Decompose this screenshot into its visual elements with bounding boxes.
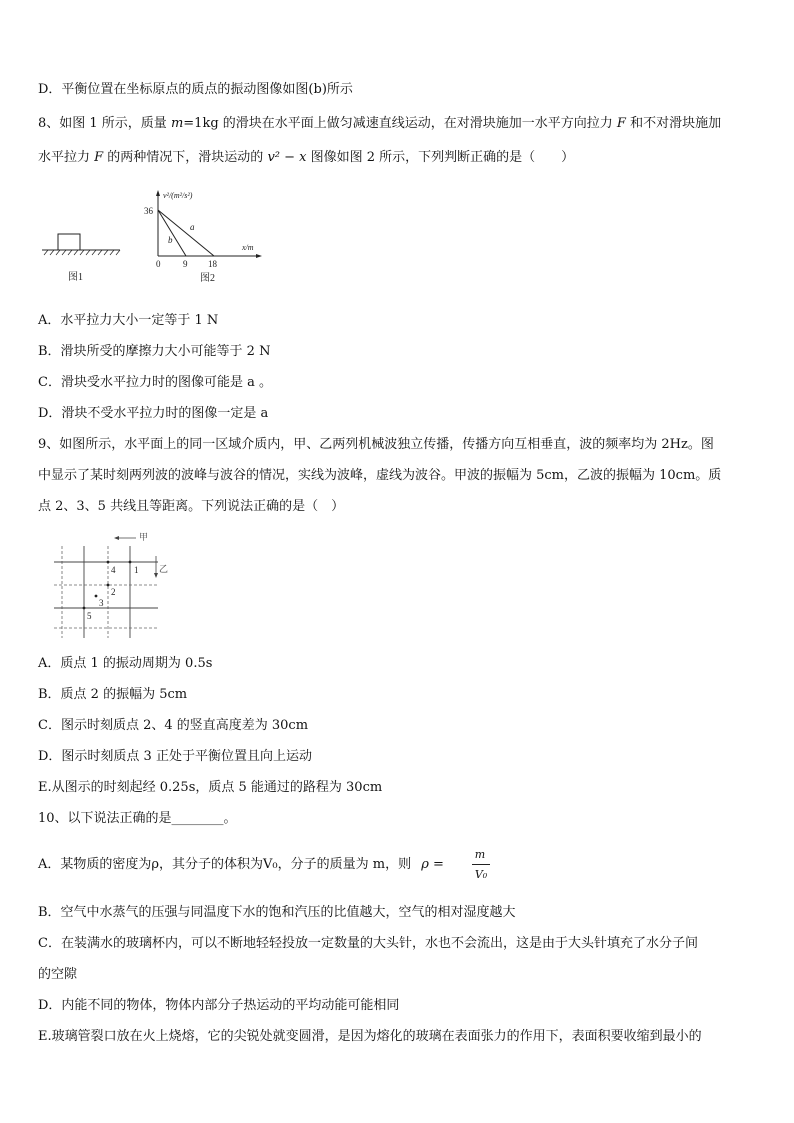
q8-option-d: D．滑块不受水平拉力时的图像一定是 a — [38, 406, 269, 421]
formula-m: m — [474, 848, 486, 861]
q10-option-a — [38, 857, 444, 873]
point-5-label: 5 — [87, 611, 92, 621]
formula-v0: V₀ — [474, 868, 488, 881]
fig1-label: 图1 — [68, 272, 83, 283]
fig2-label: 图2 — [200, 273, 215, 284]
y-axis-arrow — [156, 190, 160, 196]
fraction-numerator — [472, 848, 488, 861]
q8-figure-1 — [38, 228, 128, 284]
point-4-label: 4 — [111, 565, 116, 575]
point-3-label: 3 — [99, 598, 104, 608]
line-b-label: b — [168, 235, 173, 245]
x-axis-arrow — [256, 254, 262, 258]
q10-option-a-text: A．某物质的密度为ρ，其分子的体积为V₀，分子的质量为 m，则 — [38, 857, 412, 872]
tick-0: 0 — [156, 259, 161, 269]
q9-option-c: C．图示时刻质点 2、4 的竖直高度差为 30cm — [38, 718, 309, 733]
q8-figure-2 — [138, 186, 268, 286]
line-b — [158, 210, 186, 256]
q9-stem-line1: 9、如图所示，水平面上的同一区域介质内，甲、乙两列机械波独立传播，传播方向互相垂直，波的频率均为 2Hz。图 — [38, 437, 714, 452]
q8-stem-line2 — [38, 150, 574, 166]
q8-stem-text: 的两种情况下，滑块运动的 — [103, 150, 268, 165]
point-5 — [83, 607, 86, 610]
fraction-bar — [472, 864, 490, 865]
tick-18: 18 — [208, 259, 217, 269]
q8-force-symbol: F — [616, 116, 626, 131]
q8-option-a: A．水平拉力大小一定等于 1 N — [38, 313, 219, 328]
tick-36: 36 — [144, 206, 153, 216]
q8-stem-text: 和不对滑块施加 — [625, 116, 722, 131]
q9-option-e: E.从图示的时刻起经 0.25s，质点 5 能通过的路程为 30cm — [38, 780, 383, 795]
q8-stem-text: =1kg 的滑块在水平面上做匀减速直线运动，在对滑块施加一水平方向拉力 — [183, 116, 617, 131]
x-axis-label: x/m — [242, 243, 254, 252]
option-d-previous: D．平衡位置在坐标原点的质点的振动图像如图(b)所示 — [38, 82, 353, 97]
q8-stem-text: 水平拉力 — [38, 150, 95, 165]
fraction-denominator — [470, 868, 492, 881]
jia-arrowhead — [114, 536, 119, 540]
point-1 — [129, 561, 132, 564]
q8-force-symbol: F — [94, 150, 104, 165]
q8-stem-text: 图像如图 2 所示，下列判断正确的是（ ） — [306, 150, 575, 165]
y-axis-label: v²/(m²/s²) — [163, 191, 193, 200]
q9-option-b: B．质点 2 的振幅为 5cm — [38, 687, 188, 702]
q10-option-b: B．空气中水蒸气的压强与同温度下水的饱和汽压的比值越大，空气的相对湿度越大 — [38, 905, 516, 920]
sliding-block — [58, 234, 80, 250]
q9-wave-figure — [50, 528, 190, 640]
point-2 — [107, 584, 110, 587]
q8-v2-x-expression: v² − x — [267, 150, 307, 165]
q8-stem-line1 — [38, 116, 721, 132]
jia-label: 甲 — [139, 532, 149, 542]
tick-9: 9 — [183, 259, 188, 269]
point-2-label: 2 — [111, 587, 116, 597]
q8-option-b: B．滑块所受的摩擦力大小可能等于 2 N — [38, 344, 271, 359]
point-4 — [107, 561, 110, 564]
q8-mass-symbol: m — [170, 116, 184, 131]
line-a — [158, 210, 214, 256]
q10-option-e: E.玻璃管裂口放在火上烧熔，它的尖锐处就变圆滑，是因为熔化的玻璃在表面张力的作用下，表面积要收缩到最小的 — [38, 1029, 702, 1044]
line-a-label: a — [190, 222, 195, 232]
yi-label: 乙 — [159, 564, 169, 574]
q9-stem-line2: 中显示了某时刻两列波的波峰与波谷的情况，实线为波峰，虚线为波谷。甲波的振幅为 5cm，乙波的振幅为 10cm。质 — [38, 468, 722, 483]
q9-option-a: A．质点 1 的振动周期为 0.5s — [38, 656, 213, 671]
q10-option-d: D．内能不同的物体，物体内部分子热运动的平均动能可能相同 — [38, 998, 400, 1013]
yi-arrowhead — [154, 573, 158, 578]
q10-stem: 10、以下说法正确的是________。 — [38, 811, 237, 826]
q10-option-c-line1: C．在装满水的玻璃杯内，可以不断地轻轻投放一定数量的大头针，水也不会流出，这是由于大头针填充了水分子间 — [38, 936, 698, 951]
q8-stem-text: 8、如图 1 所示，质量 — [38, 116, 171, 131]
q9-stem-line3: 点 2、3、5 共线且等距离。下列说法正确的是（ ） — [38, 499, 345, 514]
q9-option-d: D．图示时刻质点 3 正处于平衡位置且向上运动 — [38, 749, 312, 764]
ground-hatching — [44, 250, 120, 255]
q10-density-formula-lhs: ρ = — [421, 857, 444, 872]
point-1-label: 1 — [134, 565, 139, 575]
q8-option-c: C．滑块受水平拉力时的图像可能是 a 。 — [38, 375, 272, 390]
q10-option-c-line2: 的空隙 — [38, 967, 78, 982]
point-3 — [95, 595, 98, 598]
